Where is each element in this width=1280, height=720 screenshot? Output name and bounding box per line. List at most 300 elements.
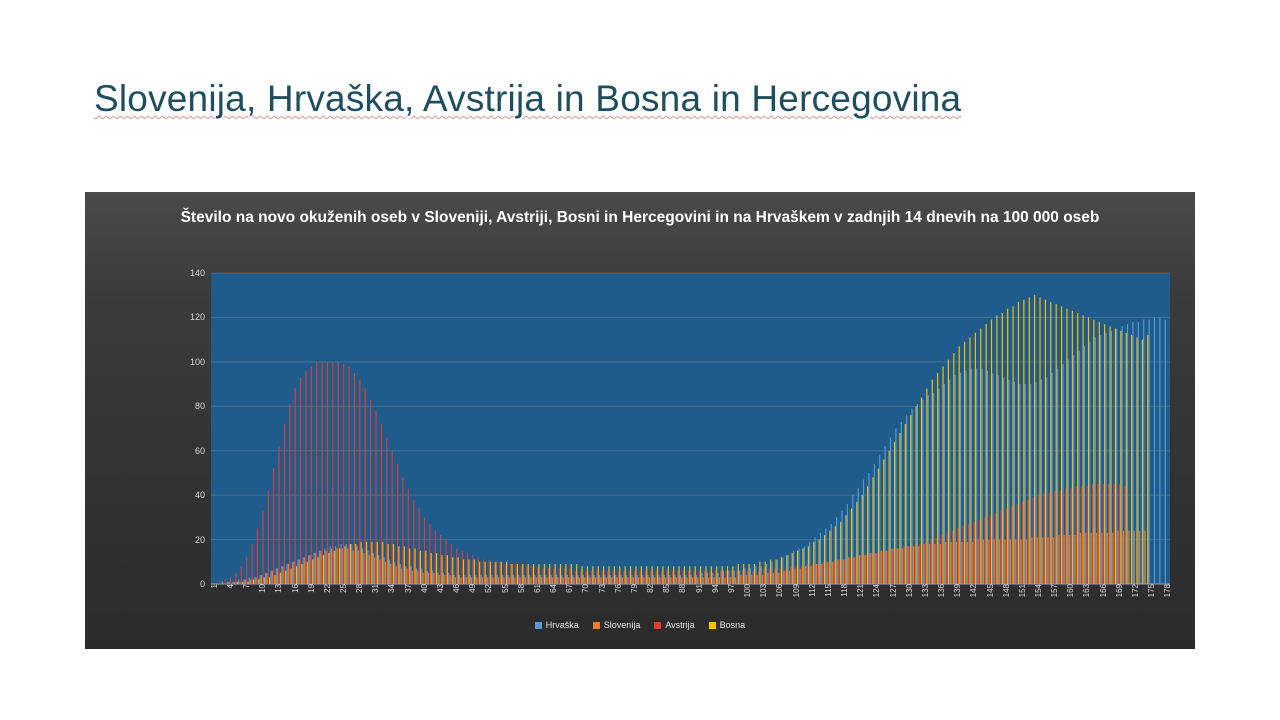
bar [1122,326,1123,584]
bar [924,544,925,584]
bar [270,571,271,584]
bar [249,577,250,584]
bar [832,562,833,584]
bar [1145,531,1146,584]
bar [266,573,267,584]
x-axis-tick-label: 28 [355,584,365,593]
bar [968,524,969,584]
bar [1022,502,1023,584]
bar [318,557,319,584]
bar [521,566,522,584]
bar [559,568,560,584]
bar [894,442,895,584]
bar [561,575,562,584]
bar [689,566,690,584]
bar [766,564,767,584]
legend-label: Slovenija [603,620,641,630]
bar [777,560,778,584]
bar [354,373,355,584]
bar [938,389,939,584]
bar [485,562,486,584]
bar [854,557,855,584]
bar [625,566,626,584]
bar [722,566,723,584]
bar [1116,329,1117,584]
bar [1118,531,1119,584]
legend-label: Bosna [719,620,746,630]
bar [971,369,972,584]
bar [683,571,684,584]
bar [572,575,573,584]
x-axis-tick-label: 76 [613,584,623,593]
bar [1066,309,1067,584]
bar [408,488,409,584]
bar [720,571,721,584]
bar [743,564,744,584]
x-axis-tick-label: 40 [419,584,429,593]
bar [718,573,719,584]
bar [351,544,352,584]
x-axis-tick-label: 52 [484,584,494,593]
bar [401,568,402,584]
bar [920,544,921,584]
bar [959,346,960,584]
bar [929,544,930,584]
bar [334,551,335,584]
bar [716,566,717,584]
bar [241,566,242,584]
bar [726,571,727,584]
bar [693,571,694,584]
bar [918,546,919,584]
bar [576,564,577,584]
bar [769,568,770,584]
bar [384,557,385,584]
bar [704,571,705,584]
bar [1092,484,1093,584]
bar [400,564,401,584]
bar [386,437,387,584]
bar [751,575,752,584]
bar [1029,297,1030,584]
bar [1088,317,1089,584]
bar [1123,531,1124,584]
bar [534,575,535,584]
bar [1159,317,1160,584]
bar [883,460,884,584]
bar [1076,486,1077,584]
bar [614,566,615,584]
bar [1018,302,1019,584]
bar [944,384,945,584]
x-axis-tick-label: 82 [646,584,656,593]
bar [879,455,880,584]
bar [1019,384,1020,584]
bar [436,553,437,584]
bar [902,548,903,584]
x-axis-tick-label: 154 [1034,584,1043,598]
bar [1015,540,1016,584]
bar [1039,297,1040,584]
bar [1143,320,1144,584]
bar [933,393,934,584]
bar [808,546,809,584]
bar [429,524,430,584]
bar [505,564,506,584]
bar [468,560,469,584]
bar [848,557,849,584]
bar [635,566,636,584]
bar [374,557,375,584]
bar [673,566,674,584]
bar [980,329,981,584]
bar [413,500,414,584]
bar [265,573,266,584]
bar [369,555,370,584]
bar [629,571,630,584]
bar [775,560,776,584]
bar [511,564,512,584]
bar [701,573,702,584]
x-axis-tick-label: 94 [710,584,720,593]
bar [878,468,879,584]
bar [514,577,515,584]
bar [580,571,581,584]
legend-item[interactable] [535,620,579,630]
bar [634,571,635,584]
bar [307,562,308,584]
bar [366,542,367,584]
bar [330,546,331,584]
x-axis-tick-label: 118 [840,584,850,597]
bar [925,542,926,584]
bar [800,568,801,584]
bar [986,324,987,584]
bar [280,573,281,584]
x-axis-tick-label: 1 [209,584,219,589]
bar [910,415,911,584]
bar [1165,320,1166,584]
bar [831,524,832,584]
bar [688,571,689,584]
bar [833,562,834,584]
legend-item[interactable] [709,620,746,630]
bar [875,553,876,584]
bar [757,575,758,584]
bar [650,571,651,584]
bar [456,548,457,584]
bar [753,571,754,584]
bar [916,406,917,584]
bar [276,568,277,584]
bar [887,551,888,584]
bar [530,577,531,584]
bar [269,577,270,584]
bar [623,571,624,584]
bar [494,562,495,584]
bar [781,557,782,584]
bar [287,564,288,584]
bar [850,557,851,584]
bar [928,395,929,584]
bar [750,568,751,584]
bar [556,575,557,584]
bar [538,564,539,584]
bar [297,560,298,584]
bar [840,522,841,584]
bar [579,577,580,584]
bar [813,542,814,584]
bar [553,568,554,584]
bar [676,577,677,584]
bar [994,540,995,584]
bar [432,571,433,584]
bar [692,577,693,584]
bar [451,544,452,584]
x-axis-tick-label: 55 [500,584,510,593]
bar [953,353,954,584]
legend-item[interactable] [654,620,694,630]
bar [577,575,578,584]
bar [301,564,302,584]
bar [414,548,415,584]
bar [599,575,600,584]
bar [645,571,646,584]
bar [1013,306,1014,584]
bar [1108,484,1109,584]
bar [1030,384,1031,584]
bar [1006,508,1007,584]
bar [700,566,701,584]
bar [911,409,912,584]
bar [788,555,789,584]
bar [575,571,576,584]
bar [828,562,829,584]
bar [348,366,349,584]
bar [405,566,406,584]
bar [897,548,898,584]
bar [699,571,700,584]
bar [490,562,491,584]
bar [790,566,791,584]
bar [431,553,432,584]
bar [262,511,263,584]
bar [272,571,273,584]
bar [1079,351,1080,584]
bar [454,575,455,584]
bar [569,568,570,584]
bar [1034,295,1035,584]
x-axis-tick-label: 64 [549,584,559,593]
x-axis-tick-label: 13 [274,584,284,593]
bar [486,575,487,584]
bar [852,495,853,584]
bar [955,375,956,584]
bar [648,575,649,584]
bar [662,566,663,584]
x-axis-tick-label: 169 [1114,584,1124,598]
bar [390,564,391,584]
x-axis-tick-label: 70 [581,584,591,593]
bar [932,380,933,584]
bar [1052,373,1053,584]
legend-item[interactable] [593,620,641,630]
bar [1109,326,1110,584]
bar [809,542,810,584]
bar [437,573,438,584]
bar [724,577,725,584]
bar [664,575,665,584]
bar [739,571,740,584]
bar [1045,300,1046,584]
bar [549,564,550,584]
bar [758,571,759,584]
bar [299,560,300,584]
bar [889,451,890,584]
x-axis-tick-label: 172 [1130,584,1140,598]
bar [1050,302,1051,584]
bar [1104,324,1105,584]
bar [669,575,670,584]
bar [346,544,347,584]
bar [641,566,642,584]
bar [592,566,593,584]
bar [342,548,343,584]
bar [475,575,476,584]
bar [1154,317,1155,584]
bar [274,575,275,584]
x-axis-tick-label: 151 [1017,584,1027,598]
bar [812,564,813,584]
bar [1054,491,1055,584]
bar [909,546,910,584]
bar [499,562,500,584]
x-axis-tick-label: 121 [856,584,866,598]
bar [824,535,825,584]
bar [1003,377,1004,584]
bar [882,551,883,584]
bar [810,566,811,584]
bar [338,362,339,584]
bar [439,575,440,584]
bar [991,320,992,584]
bar [365,389,366,584]
bar [560,564,561,584]
bar [825,528,826,584]
bar [1131,335,1132,584]
bar [754,564,755,584]
bar [906,415,907,584]
bar [863,480,864,584]
bar [261,575,262,584]
bar [1093,320,1094,584]
bar [731,571,732,584]
legend-swatch-icon [593,622,600,629]
bar [316,362,317,584]
x-axis-tick-label: 142 [969,584,979,598]
x-axis-tick-label: 160 [1066,584,1076,598]
bar [767,573,768,584]
bar [631,575,632,584]
bar [870,553,871,584]
bar [965,371,966,584]
bar [567,575,568,584]
bar [362,548,363,584]
bar [821,564,822,584]
bar [339,548,340,584]
bar [610,575,611,584]
bar [998,375,999,584]
bar [1100,335,1101,584]
bar [1023,300,1024,584]
bar [529,575,530,584]
bar [410,566,411,584]
bar [709,571,710,584]
bar [300,377,301,584]
bar [373,553,374,584]
bar [666,571,667,584]
bar [502,575,503,584]
bar [1112,533,1113,584]
bar [406,568,407,584]
bar [327,362,328,584]
bar [1069,535,1070,584]
bar [872,477,873,584]
bar [1025,384,1026,584]
bar [736,571,737,584]
bar [379,560,380,584]
bar [583,575,584,584]
bar [304,557,305,584]
bar [677,571,678,584]
bar [615,575,616,584]
bar [1083,315,1084,584]
bar [396,566,397,584]
x-axis-tick-label: 25 [338,584,348,593]
bar [734,571,735,584]
bar [977,540,978,584]
bar [836,517,837,584]
bar [742,571,743,584]
bar [871,553,872,584]
bar [382,542,383,584]
chart-title: Število na novo okuženih oseb v Sloveniji, Avstriji, Bosni in Hercegovini in na Hrvaškem v zadnjih 14 dnevih na 100 000 oseb [180,209,1100,226]
bar [987,371,988,584]
bar [1041,380,1042,584]
bar [230,577,231,584]
bar [805,566,806,584]
bar [470,575,471,584]
bar [285,571,286,584]
bar [1095,337,1096,584]
bar [350,544,351,584]
bar [546,577,547,584]
x-axis-tick-label: 67 [565,584,575,593]
bar [273,468,274,584]
bar [419,508,420,584]
bar [571,564,572,584]
x-axis-tick-label: 124 [872,584,882,598]
bar [367,551,368,584]
x-axis-tick-label: 115 [823,584,833,597]
legend-swatch-icon [709,622,716,629]
bar [1134,531,1135,584]
bar [603,566,604,584]
bar [359,380,360,584]
y-axis-tick-label: 140 [189,268,205,278]
bar [532,566,533,584]
y-axis-tick-label: 60 [194,445,205,456]
